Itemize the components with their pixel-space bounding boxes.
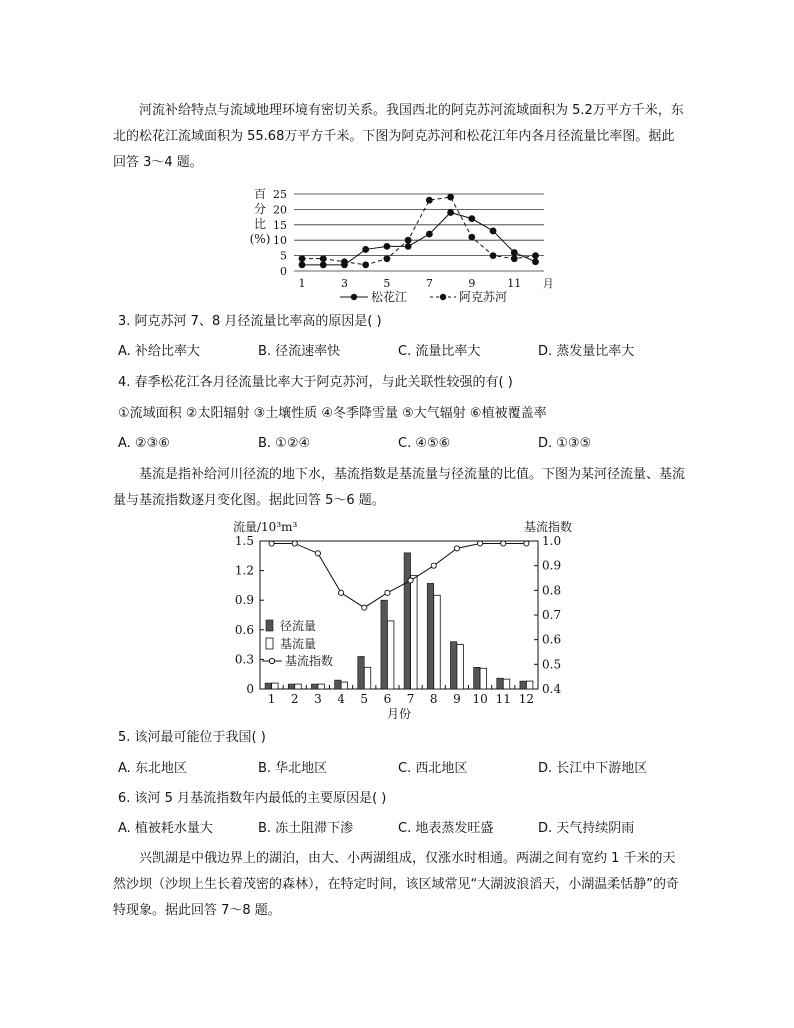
chart2-baseflow-bar (295, 684, 302, 689)
chart2-runoff-bar (358, 656, 365, 689)
chart2-right-tick-label: 0.9 (542, 558, 562, 573)
chart2-x-tick-label: 7 (406, 692, 415, 706)
chart1-data-point (511, 255, 518, 262)
chart1-y-tick-label: 5 (280, 249, 287, 263)
chart2-right-tick-label: 0.4 (542, 682, 562, 696)
chart1-legend-marker (440, 294, 446, 300)
chart2-baseflow-bar (457, 645, 464, 689)
intro-paragraph-1: 河流补给特点与流域地理环境有密切关系。我国西北的阿克苏河流域面积为 5.2万平方千米，东北的松花江流域面积为 55.68万平方千米。下图为阿克苏河和松花江年内各月径流量比率图。据此回答 3～4 题。 (113, 103, 684, 170)
chart2-baseflow-bar (434, 595, 441, 689)
chart2-index-polyline (272, 543, 527, 607)
chart1-ylabel-line: 分 (253, 202, 267, 216)
chart2-left-tick-label: 0 (246, 682, 254, 696)
chart2-x-tick-label: 9 (453, 692, 461, 706)
chart1-y-tick-label: 20 (273, 203, 287, 217)
q5-option-a[interactable]: A. 东北地区 (118, 761, 187, 776)
q3-option-b[interactable]: B. 径流速率快 (258, 344, 341, 359)
chart2-baseflow-bar (387, 621, 394, 689)
q4-option-d[interactable]: D. ①③⑤ (538, 436, 592, 451)
chart2-runoff-bar (404, 553, 411, 689)
chart1-legend (340, 289, 507, 304)
chart2-left-axis-title: 流量/10³m³ (233, 520, 298, 534)
chart2-x-tick-label: 8 (429, 692, 438, 706)
chart2-runoff-bar (427, 583, 434, 689)
chart1-data-point (299, 261, 306, 268)
chart2-index-point (477, 541, 482, 546)
q6-option-c[interactable]: C. 地表蒸发旺盛 (398, 821, 494, 836)
chart2-runoff-bar (474, 667, 481, 689)
chart2-runoff-bar (381, 600, 388, 689)
q5-option-c[interactable]: C. 西北地区 (398, 761, 468, 776)
chart2-index-point (454, 546, 459, 551)
chart1-legend-marker (351, 294, 357, 300)
question-4-options (118, 434, 678, 454)
chart1-y-tick-label: 0 (280, 265, 287, 278)
chart1-y-tick-label: 10 (273, 234, 287, 248)
chart1-data-point (490, 252, 497, 259)
chart1-x-unit-label: 月 (542, 277, 554, 290)
question-4-factors: ①流域面积 ②太阳辐射 ③土壤性质 ④冬季降雪量 ⑤大气辐射 ⑥植被覆盖率 (118, 406, 547, 421)
chart1-data-point (490, 228, 497, 235)
runoff-ratio-line-chart (240, 186, 560, 306)
question-6-stem: 6. 该河 5 月基流指数年内最低的主要原因是( ) (118, 791, 387, 806)
chart1-ylabel (250, 187, 271, 246)
q4-option-a[interactable]: A. ②③⑥ (118, 436, 170, 451)
chart2-right-tick-label: 1.0 (542, 534, 562, 548)
chart1-data-point (341, 258, 348, 265)
chart2-runoff-bar (497, 678, 504, 689)
chart1-x-tick-label: 3 (340, 277, 348, 290)
question-5-stem: 5. 该河最可能位于我国( ) (118, 730, 266, 745)
chart1-ylabel-line: (%) (249, 232, 271, 246)
q6-option-b[interactable]: B. 冻土阻滞下渗 (258, 821, 354, 836)
chart2-right-tick-label: 0.8 (542, 583, 562, 598)
chart1-data-point (320, 261, 327, 268)
q4-option-b[interactable]: B. ①②④ (258, 436, 311, 451)
chart2-x-tick-label: 5 (360, 692, 369, 706)
chart1-legend-label: 松花江 (371, 290, 408, 304)
chart2-baseflow-bar (503, 679, 510, 689)
intro-paragraph-2: 基流是指补给河川径流的地下水，基流指数是基流量与径流量的比值。下图为某河径流量、基流量与基流指数逐月变化图。据此回答 5～6 题。 (113, 467, 686, 508)
question-4-stem: 4. 春季松花江各月径流量比率大于阿克苏河，与此关联性较强的有( ) (118, 375, 513, 390)
chart1-data-point (384, 243, 391, 250)
chart2-index-point (524, 541, 529, 546)
chart2-runoff-bar (288, 684, 295, 689)
chart2-index-point (431, 563, 436, 568)
chart1-data-point (405, 243, 412, 250)
chart2-baseflow-bar (318, 684, 325, 689)
chart2-legend-label: 基流量 (280, 637, 317, 651)
chart2-legend-marker (269, 658, 274, 663)
chart2-runoff-bar (265, 683, 272, 689)
chart1-x-tick-label: 11 (507, 277, 522, 290)
chart1-data-point (405, 237, 412, 244)
question-3-stem: 3. 阿克苏河 7、8 月径流量比率高的原因是( ) (118, 314, 382, 329)
chart2-right-tick-label: 0.6 (542, 632, 562, 647)
chart2-x-tick-label: 4 (337, 692, 345, 706)
chart1-legend-label: 阿克苏河 (459, 290, 508, 304)
chart1-data-point (511, 249, 518, 256)
chart1-data-point (532, 252, 539, 259)
chart1-x-tick-label: 5 (383, 277, 391, 290)
chart2-x-tick-label: 6 (383, 692, 392, 706)
chart1-y-ticks (273, 188, 287, 278)
chart2-x-tick-label: 12 (518, 692, 535, 706)
chart1-data-point (320, 255, 327, 262)
chart1-data-point (447, 194, 454, 201)
chart2-index-point (362, 605, 367, 610)
chart2-left-tick-label: 1.5 (234, 534, 254, 548)
chart1-data-point (384, 255, 391, 262)
chart2-index-point (338, 590, 343, 595)
chart2-legend-swatch-runoff (266, 620, 273, 631)
chart2-baseflow-bar (272, 683, 279, 689)
chart1-series-line (302, 197, 536, 265)
chart1-ylabel-line: 百 (253, 187, 267, 201)
chart1-y-tick-label: 15 (273, 218, 287, 232)
baseflow-combo-chart (226, 514, 580, 724)
chart2-baseflow-bar (480, 668, 487, 689)
question-5-options (118, 759, 678, 779)
chart2-runoff-bar (450, 642, 457, 689)
chart1-data-point (532, 258, 539, 265)
chart2-index-point (292, 541, 297, 546)
chart2-index-point (385, 590, 390, 595)
question-3-options (118, 342, 678, 362)
chart2-right-tick-label: 0.7 (542, 608, 562, 622)
chart2-left-tick-label: 1.2 (234, 563, 254, 578)
q5-option-b[interactable]: B. 华北地区 (258, 761, 328, 776)
chart2-right-axis-title: 基流指数 (523, 520, 572, 534)
chart1-x-tick-label: 1 (298, 277, 306, 290)
question-6-options (118, 819, 678, 839)
chart2-x-tick-label: 1 (267, 692, 276, 706)
chart2-index-point (501, 541, 506, 546)
chart1-x-tick-label: 9 (468, 277, 476, 290)
chart2-index-point (315, 551, 320, 556)
chart1-data-point (362, 261, 369, 268)
chart2-index-line (269, 541, 529, 610)
chart1-data-point (468, 215, 475, 222)
chart2-legend (262, 618, 333, 668)
chart1-ylabel-line: 比 (253, 217, 267, 231)
chart2-left-tick-label: 0.6 (234, 622, 254, 637)
chart2-x-tick-label: 11 (495, 692, 511, 706)
chart2-runoff-bar (335, 680, 342, 689)
q6-option-a[interactable]: A. 植被耗水量大 (118, 821, 213, 836)
chart1-data-point (468, 234, 475, 241)
chart2-baseflow-bar (526, 681, 533, 689)
chart1-series (299, 194, 539, 269)
chart2-x-tick-label: 2 (290, 692, 299, 706)
chart2-runoff-bar (520, 681, 527, 689)
chart1-data-point (426, 197, 433, 204)
chart2-right-tick-label: 0.5 (542, 657, 562, 672)
chart1-data-point (426, 231, 433, 238)
chart2-left-tick-label: 0.3 (234, 652, 254, 667)
chart1-data-point (447, 209, 454, 216)
q6-option-d[interactable]: D. 天气持续阴雨 (538, 821, 635, 836)
chart2-baseflow-bar (411, 576, 418, 689)
chart2-index-point (408, 578, 413, 583)
q5-option-d[interactable]: D. 长江中下游地区 (538, 761, 648, 776)
chart2-x-tick-label: 10 (472, 692, 488, 706)
chart1-y-tick-label: 25 (273, 188, 287, 201)
chart2-baseflow-bar (341, 682, 348, 689)
chart2-legend-swatch-baseflow (266, 638, 273, 649)
q3-option-a[interactable]: A. 补给比率大 (118, 344, 200, 359)
chart2-x-axis-title: 月份 (386, 707, 412, 721)
chart2-index-point (269, 541, 274, 546)
chart1-x-tick-label: 7 (425, 277, 433, 290)
chart1-x-ticks (299, 277, 554, 290)
chart2-baseflow-bar (364, 667, 371, 689)
q4-option-c[interactable]: C. ④⑤⑥ (398, 436, 451, 451)
q3-option-c[interactable]: C. 流量比率大 (398, 344, 481, 359)
chart1-data-point (362, 246, 369, 253)
chart2-legend-label: 基流指数 (285, 654, 334, 668)
intro-paragraph-3: 兴凯湖是中俄边界上的湖泊，由大、小两湖组成，仅涨水时相通。两湖之间有宽约 1 千米的天然沙坝（沙坝上生长着茂密的森林），在特定时间，该区域常见“大湖波浪滔天，小湖温柔恬静”的奇特现象。据此回答 7～8 题。 (113, 851, 679, 918)
chart1-data-point (299, 255, 306, 262)
chart2-legend-label: 径流量 (280, 619, 317, 633)
chart2-left-tick-label: 0.9 (234, 593, 254, 608)
q3-option-d[interactable]: D. 蒸发量比率大 (538, 344, 635, 359)
chart2-x-tick-label: 3 (314, 692, 322, 706)
chart2-runoff-bar (311, 684, 318, 689)
